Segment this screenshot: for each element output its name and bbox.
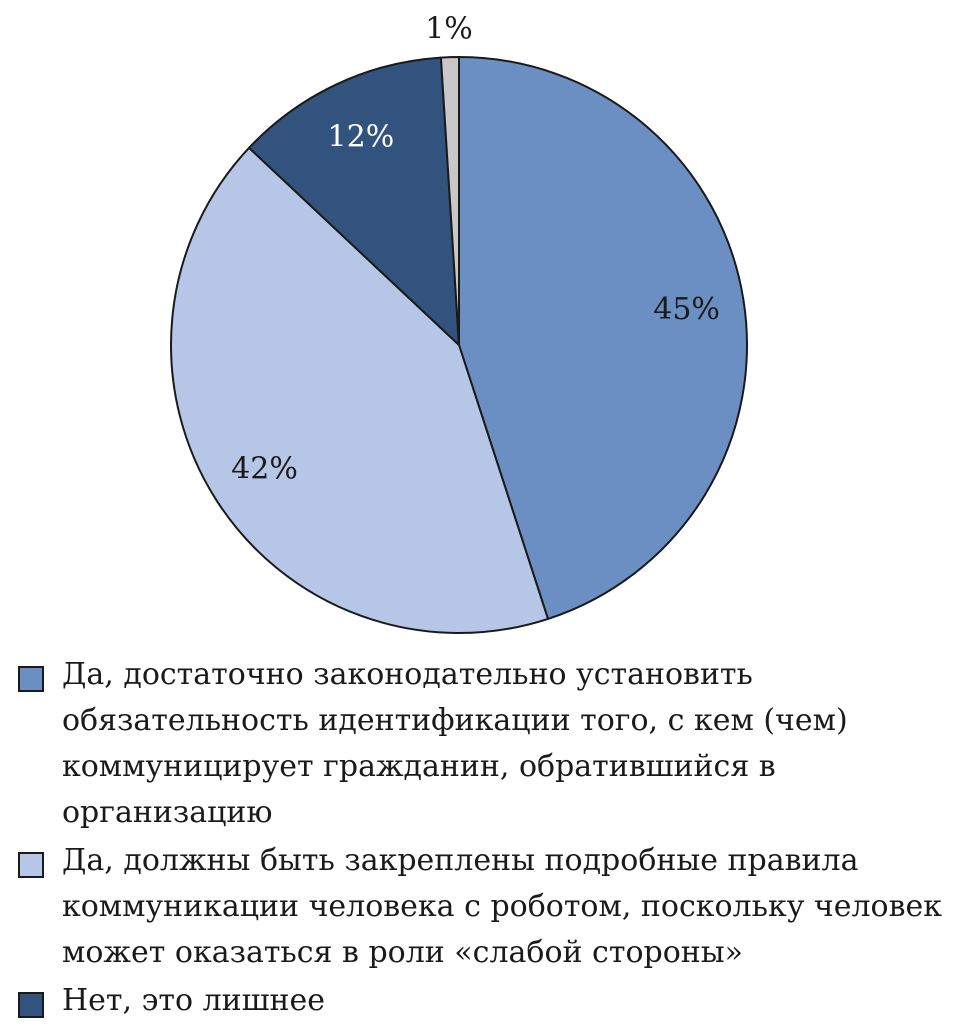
legend-swatch (18, 666, 44, 692)
legend-label: Да, достаточно законодательно установить обязательность идентификации того, с кем (чем) коммуницирует гражданин, обратившийся в организацию (62, 657, 848, 830)
chart-legend (18, 652, 948, 1026)
legend-item-yes-detailed-rules (18, 838, 948, 976)
slice-data-label: 42% (231, 451, 298, 487)
legend-label: Нет, это лишнее (62, 983, 326, 1018)
legend-item-yes-identification (18, 652, 948, 836)
slice-data-label: 1% (425, 11, 473, 47)
legend-label: Да, должны быть закреплены подробные правила коммуникации человека с роботом, поскольку человек может оказаться в роли «слабой стороны» (62, 843, 942, 970)
slice-data-label: 45% (653, 292, 720, 327)
legend-swatch (18, 852, 44, 878)
legend-item-no-unnecessary (18, 978, 948, 1024)
legend-swatch (18, 992, 44, 1018)
slice-data-label: 12% (327, 119, 395, 155)
